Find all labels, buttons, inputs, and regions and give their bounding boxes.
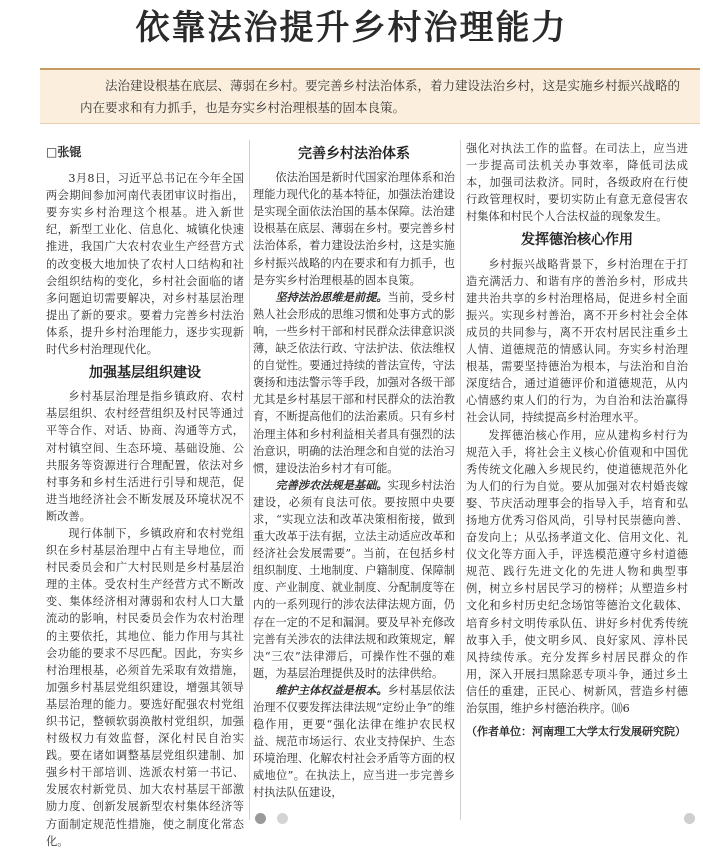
article-column-3 — [466, 140, 688, 820]
paragraph: 乡村基层治理是指乡镇政府、农村基层组织、农村经营组织及村民等通过平等合作、对话、协商、沟通等方式，对村镇空间、生态环境、基础设施、公共服务等资源进行合理配置，依法对乡村事务和乡村生活进行引导和规范，促进当地经济社会不断发展及环境状况不断改善。 — [46, 390, 244, 523]
column-divider — [249, 140, 250, 820]
paragraph — [253, 477, 455, 682]
author-affiliation: （作者单位：河南理工大学太行发展研究院） — [466, 725, 686, 739]
paragraph-text: 当前，受乡村熟人社会形成的思维习惯和处事方式的影响，一些乡村干部和村民群众法律意识淡薄，缺乏依法行政、守法护法、依法维权的自觉性。要通过持续的普法宣传，守法褒扬和违法警示等手段，加强对各级干部尤其是乡村基层干部和村民群众的法治教育，不断提高他们的法治素质。只有乡村治理主体和乡村利益相关者具有强烈的法治意识，明确的法治理念和自觉的法治习惯，建设法治乡村才有可能。 — [253, 290, 455, 475]
paragraph-keyword: 维护主体权益是根本。 — [275, 682, 388, 697]
page-dot-1[interactable] — [255, 813, 266, 824]
section-heading: 加强基层组织建设 — [89, 365, 201, 382]
paragraph — [253, 682, 455, 802]
paragraph — [466, 427, 688, 718]
section-heading: 完善乡村法治体系 — [298, 146, 410, 162]
end-mark: ⑽6 — [611, 702, 630, 715]
column-divider — [460, 140, 461, 820]
page-dot-extra[interactable] — [684, 813, 695, 824]
paragraph-keyword: 完善涉农法规是基础。 — [275, 477, 388, 492]
section-heading: 发挥德治核心作用 — [521, 232, 633, 249]
paragraph-keyword: 坚持法治思维是前提。 — [275, 289, 388, 304]
author-byline: □张锟 — [46, 145, 82, 159]
paragraph — [253, 289, 455, 477]
paragraph: 现行体制下，乡镇政府和农村党组织在乡村基层治理中占有主导地位，而村民委员会和广大村民则是乡村基层治理的主体。受农村生产经营方式不断改变、集体经济相对薄弱和农村人口大量流动的影响，村民委员会作为农村治理的主要依托，其地位、能力作用与其社会功能的要求不尽匹配。因此，夯实乡村治理根基，必须首先采取有效措施，加强乡村基层党组织建设，增强其领导基层治理的能力。要选好配强农村党组织书记，整顿软弱涣散村党组织，加强村级权力有效监督，深化村民自治实践。要在诸如调整基层党组织建制、加强乡村干部培训、选派农村第一书记、发展农村新党员、加大农村基层干部激励力度、创新发展新型农村集体经济等方面制定规范性措施，使之制度化常态化。 — [46, 526, 244, 848]
paragraph: 3月8日，习近平总书记在今年全国两会期间参加河南代表团审议时指出，要夯实乡村治理这个根基。进入新世纪，新型工业化、信息化、城镇化快速推进，我国广大农村农业生产经营方式的改变极大地加快了农村人口结构和社会组织结构的变化，乡村社会面临的诸多问题迫切需要解决，对乡村基层治理提出了新的要求。要着力完善乡村法治体系，提升乡村治理能力，逐步实现新时代乡村治理现代化。 — [46, 172, 244, 357]
article-column-1 — [46, 144, 244, 848]
page-title: 依靠法治提升乡村治理能力 — [135, 8, 568, 48]
paragraph: 强化对执法工作的监督。在司法上，应当进一步提高司法机关办事效率，降低司法成本，加强司法救济。同时，各级政府在行使行政管理权时，要切实防止有意无意侵害农村集体和村民个人合法权益的现象发生。 — [466, 142, 688, 224]
article-column-2 — [253, 144, 455, 834]
paragraph-text: 发挥德治核心作用，应从建构乡村行为规范入手，将社会主义核心价值观和中国优秀传统文化融入乡规民约，使道德规范外化为人们的行为自觉。要从加强对农村婚丧嫁娶、节庆活动理事会的指导入手，培育和弘扬地方优秀习俗风尚，引导村民崇德向善、奋发向上；从弘扬孝道文化、信用文化、礼仪文化等方面入手，评选模范遵守乡村道德规范、践行先进文化的先进人物和典型事例，树立乡村居民学习的榜样；从塑造乡村文化和乡村历史纪念场馆等德治文化载体、培育乡村文明传承队伍、讲好乡村优秀传统故事入手，使文明乡风、良好家风、淳朴民风持续传承。充分发挥乡村居民群众的作用，深入开展扫黑除恶专项斗争，通过乡土信任的重建，正民心、树新风，营造乡村德治氛围，维护乡村德治秩序。 — [466, 428, 688, 715]
paragraph: 依法治国是新时代国家治理体系和治理能力现代化的基本特征，加强法治建设是实现全面依法治国的基本保障。法治建设根基在底层、薄弱在乡村。要完善乡村法治体系，着力建设法治乡村，这是实施乡村振兴战略的内在要求和有力抓手，也是夯实乡村治理根基的固本良策。 — [253, 171, 455, 287]
page-indicator — [255, 813, 315, 827]
page-dot-2[interactable] — [277, 813, 288, 824]
paragraph-text: 实现乡村法治建设，必须有良法可依。要按照中央要求，“实现立法和改革决策相衔接，做到重大改革于法有据，立法主动适应改革和经济社会发展需要”。当前，在包括乡村组织制度、土地制度、户籍制度、保障制度、产业制度、就业制度、分配制度等在内的一系列现行的涉农法律法规方面，仍存在一定的不足和漏洞。要及早补充修改完善有关涉农的法律法规和政策规定，解决“三农”法律滞后，可操作性不强的难题，为基层治理提供及时的法律供给。 — [253, 478, 455, 680]
lead-summary: 法治建设根基在底层、薄弱在乡村。要完善乡村法治体系，着力建设法治乡村，这是实施乡村振兴战略的内在要求和有力抓手，也是夯实乡村治理根基的固本良策。 — [40, 68, 700, 124]
paragraph: 乡村振兴战略背景下，乡村治理在于打造充满活力、和谐有序的善治乡村，形成共建共治共享的乡村治理格局，促进乡村全面振兴。实现乡村善治，离不开乡村社会全体成员的共同参与，离不开农村居民注重乡土人情、道德规范的情感认同。夯实乡村治理根基，需要坚持德治为根本，与法治和自治深度结合，通过道德评价和道德规范，从内心情感约束人们的行为，为自治和法治赢得社会认同，持续提高乡村治理水平。 — [466, 257, 688, 425]
paragraph-text: 乡村基层依法治理不仅要发挥法律法规“定纷止争”的维稳作用，更要“强化法律在维护农民权益、规范市场运行、农业支持保护、生态环境治理、化解农村社会矛盾等方面的权威地位”。在执法上，应当进一步完善乡村执法队伍建设， — [253, 683, 455, 800]
